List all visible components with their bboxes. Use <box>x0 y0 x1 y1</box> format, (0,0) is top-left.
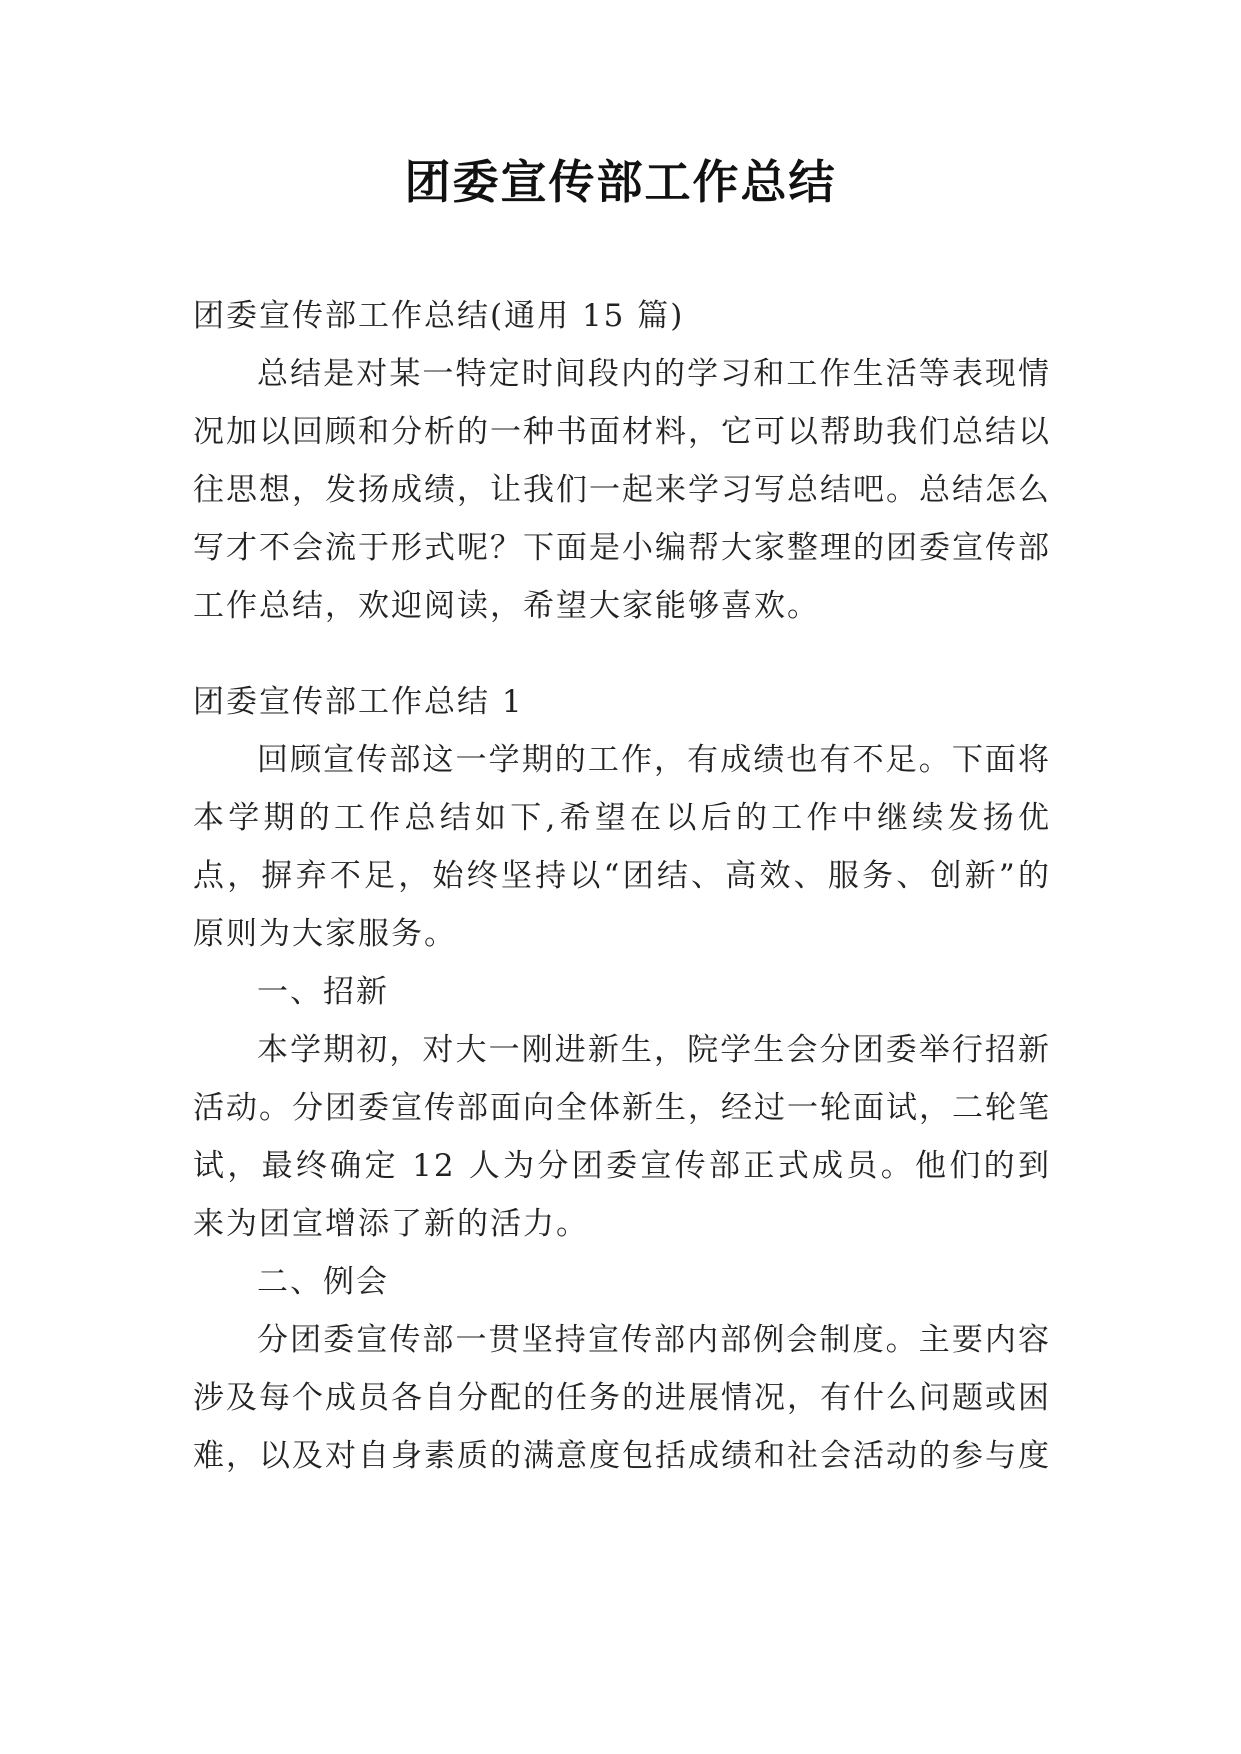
section-1-title: 团委宣传部工作总结 1 <box>193 684 524 720</box>
document-title: 团委宣传部工作总结 <box>404 155 837 209</box>
section-1-paragraph: 回顾宣传部这一学期的工作，有成绩也有不足。下面将本学期的工作总结如下,希望在以后的工作中继续发扬优点，摒弃不足，始终坚持以“团结、高效、服务、创新”的原则为大家服务。 <box>193 742 1051 952</box>
heading-meeting: 二、例会 <box>257 1264 389 1300</box>
document-body <box>193 287 1051 1485</box>
recruit-paragraph: 本学期初，对大一刚进新生，院学生会分团委举行招新活动。分团委宣传部面向全体新生，经过一轮面试，二轮笔试，最终确定 12 人为分团委宣传部正式成员。他们的到来为团宣增添了新的活力。 <box>193 1032 1051 1242</box>
heading-recruit: 一、招新 <box>257 974 389 1010</box>
document-subtitle: 团委宣传部工作总结(通用 15 篇) <box>193 298 685 334</box>
intro-paragraph: 总结是对某一特定时间段内的学习和工作生活等表现情况加以回顾和分析的一种书面材料，它可以帮助我们总结以往思想，发扬成绩，让我们一起来学习写总结吧。总结怎么写才不会流于形式呢？下面是小编帮大家整理的团委宣传部工作总结，欢迎阅读，希望大家能够喜欢。 <box>193 356 1051 624</box>
meeting-paragraph: 分团委宣传部一贯坚持宣传部内部例会制度。主要内容涉及每个成员各自分配的任务的进展情况，有什么问题或困难，以及对自身素质的满意度包括成绩和社会活动的参与度 <box>193 1322 1051 1474</box>
